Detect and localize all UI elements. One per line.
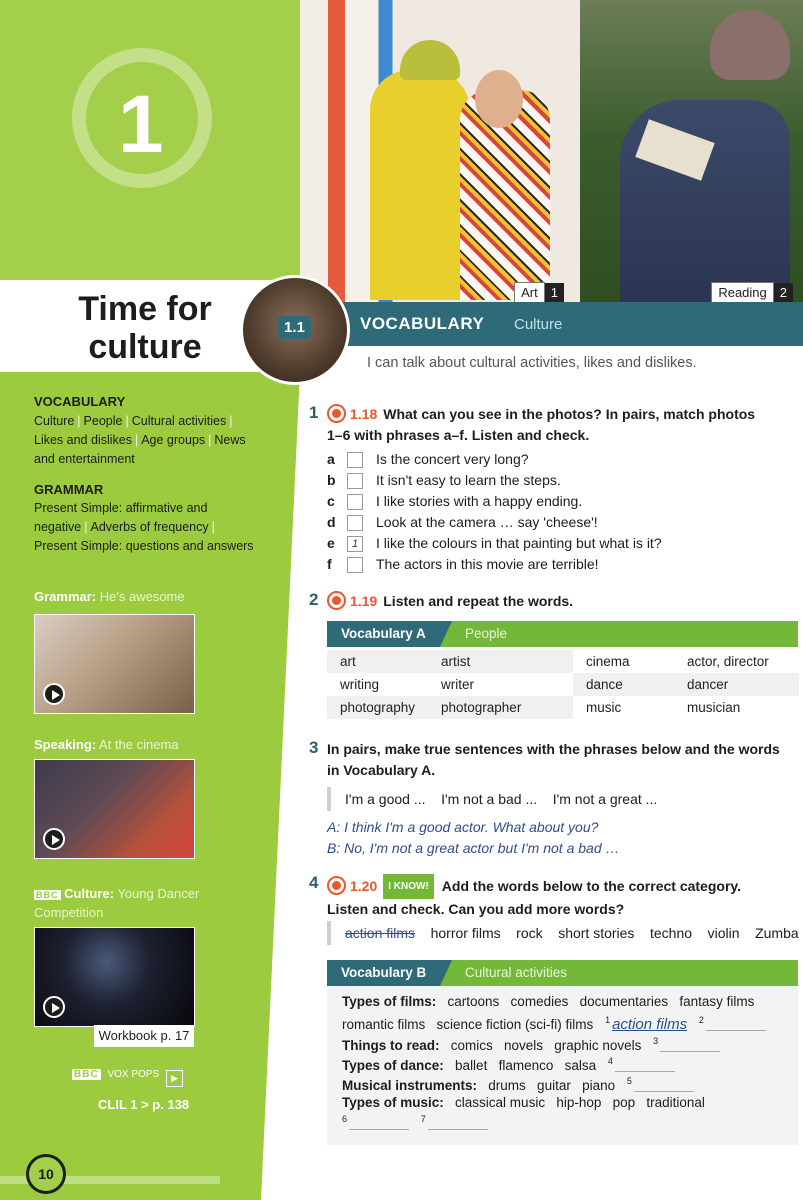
table-cell: dance — [573, 673, 674, 696]
item-letter: b — [327, 472, 336, 488]
vocab-b-row-extra — [342, 1114, 488, 1131]
item-text: The actors in this movie are terrible! — [376, 556, 599, 572]
video-title: Young Dancer Competition — [34, 886, 200, 920]
i-know-badge: I KNOW! — [383, 874, 434, 899]
phrase-bar — [327, 787, 331, 811]
play-icon[interactable] — [43, 683, 65, 705]
table-cell: photography — [327, 696, 428, 719]
table-cell: photographer — [428, 696, 573, 719]
instruction-text: Add the words below to the correct category. — [441, 878, 742, 894]
table-row — [327, 696, 799, 719]
vocab-b-header — [327, 960, 798, 986]
item-text: Is the concert very long? — [376, 451, 529, 467]
video-label-culture — [34, 885, 204, 922]
item-letter: a — [327, 451, 335, 467]
category-label: Types of dance: — [342, 1058, 444, 1073]
answer-box[interactable] — [347, 494, 363, 510]
audio-icon[interactable] — [327, 591, 346, 610]
photo-beanie — [710, 10, 790, 80]
category-items: classical music hip-hop pop traditional — [455, 1095, 705, 1110]
workbook-ref: Workbook p. 17 — [94, 1025, 194, 1047]
gap-line[interactable] — [660, 1039, 720, 1052]
vocab-a-table — [327, 650, 799, 719]
unit-number: 1 — [118, 79, 164, 170]
phrase-list — [345, 791, 657, 807]
vocab-b-row-instruments — [342, 1076, 694, 1093]
word: horror films — [430, 925, 501, 941]
word: short stories — [558, 925, 635, 941]
photo-face — [475, 70, 523, 128]
vocab-b-row-films — [342, 994, 754, 1009]
vocab-b-tab: Vocabulary B — [327, 960, 440, 986]
table-cell: musician — [674, 696, 799, 719]
gap-number: 2 — [698, 1015, 704, 1025]
photo-label-art — [514, 284, 564, 302]
word: rock — [516, 925, 543, 941]
gap-line[interactable] — [706, 1018, 766, 1031]
word: Zumba — [755, 925, 799, 941]
gap-line[interactable] — [428, 1117, 488, 1130]
category-label: Musical instruments: — [342, 1078, 478, 1093]
audio-icon[interactable] — [327, 404, 346, 423]
gap-answer[interactable]: action films — [612, 1016, 688, 1033]
can-do-statement: I can talk about cultural activities, likes and dislikes. — [367, 355, 697, 371]
gap-line[interactable] — [615, 1059, 675, 1072]
table-row — [327, 673, 799, 696]
table-cell: music — [573, 696, 674, 719]
vocab-b-row-read — [342, 1036, 720, 1053]
phrase: I'm a good ... — [345, 791, 426, 807]
play-icon[interactable] — [43, 996, 65, 1018]
photo-label: Reading — [711, 282, 773, 302]
word: techno — [650, 925, 693, 941]
table-cell: art — [327, 650, 428, 673]
photo-hat — [400, 40, 460, 80]
unit-title-line2: culture — [88, 328, 202, 366]
item-letter: f — [327, 556, 332, 572]
item-text: Look at the camera … say 'cheese'! — [376, 514, 598, 530]
lesson-type: VOCABULARY — [360, 314, 485, 333]
grammar-item: Present Simple: affirmative and negative — [34, 501, 208, 534]
photo-label: Art — [514, 282, 545, 302]
gap-line[interactable] — [349, 1117, 409, 1130]
answer-box[interactable] — [347, 557, 363, 573]
video-title: At the cinema — [99, 737, 179, 752]
item-text: I like the colours in that painting but what is it? — [376, 535, 662, 551]
answer-box[interactable] — [347, 452, 363, 468]
gap-number: 5 — [626, 1076, 632, 1086]
category-items: romantic films science fiction (sci-fi) films — [342, 1017, 594, 1032]
word: action films — [345, 925, 416, 941]
answer-box[interactable]: 1 — [347, 536, 363, 552]
table-cell: writing — [327, 673, 428, 696]
vox-pops-label: VOX POPS — [107, 1069, 160, 1080]
video-title: He's awesome — [99, 589, 185, 604]
vocab-heading: VOCABULARY — [34, 394, 126, 409]
grammar-heading: GRAMMAR — [34, 482, 104, 497]
category-label: Types of music: — [342, 1095, 444, 1110]
vocab-list: Culture | People | Cultural activities | Likes and dislikes | Age groups | News and entertainment — [34, 414, 246, 466]
vocab-a-subtitle: People — [465, 626, 508, 641]
category-items: ballet flamenco salsa — [455, 1058, 597, 1073]
item-text: It isn't easy to learn the steps. — [376, 472, 561, 488]
video-type: Speaking: — [34, 737, 97, 752]
page-number: 10 — [26, 1154, 66, 1194]
video-thumbnail-grammar[interactable] — [34, 614, 195, 714]
word-list — [345, 925, 799, 941]
exercise-1-instruction — [327, 404, 787, 446]
vocab-a-header — [327, 621, 798, 647]
exercise-number: 3 — [309, 738, 319, 757]
vox-pops[interactable] — [72, 1069, 183, 1087]
instruction-text: in Vocabulary A. — [327, 762, 436, 778]
category-items: comics novels graphic novels — [450, 1038, 642, 1053]
gap-number: 3 — [653, 1036, 659, 1046]
item-letter: e — [327, 535, 335, 551]
photo-art — [300, 0, 580, 302]
instruction-text: What can you see in the photos? In pairs, match photos — [383, 406, 756, 422]
gap-number: 6 — [342, 1114, 348, 1124]
category-label: Things to read: — [342, 1038, 440, 1053]
photo-label-reading — [711, 284, 793, 302]
word-bar — [327, 921, 331, 945]
lesson-topic: Culture — [514, 316, 563, 333]
unit-title — [40, 290, 250, 366]
video-type: Culture: — [64, 886, 114, 901]
exercise-3-instruction — [327, 739, 797, 781]
dialogue-a: A: I think I'm a good actor. What about you? — [327, 819, 599, 835]
vocab-b-row-films-2 — [342, 1015, 766, 1033]
audio-track: 1.20 — [350, 878, 378, 894]
table-cell: cinema — [573, 650, 674, 673]
photo-number: 1 — [545, 283, 564, 302]
clil-ref[interactable]: CLIL 1 > p. 138 — [98, 1097, 190, 1112]
gap-number: 7 — [420, 1114, 426, 1124]
vocab-b-subtitle: Cultural activities — [465, 965, 568, 980]
vocab-b-row-dance — [342, 1056, 675, 1073]
lesson-number: 1.1 — [278, 316, 311, 339]
item-letter: d — [327, 514, 336, 530]
exercise-number: 1 — [309, 403, 319, 422]
vocab-a-tab: Vocabulary A — [327, 621, 440, 647]
word: violin — [707, 925, 740, 941]
dialogue-b: B: No, I'm not a great actor but I'm not a bad … — [327, 840, 620, 856]
video-label-grammar — [34, 589, 185, 604]
vocab-item: Likes and dislikes — [34, 433, 132, 447]
category-items: cartoons comedies documentaries fantasy films — [447, 994, 755, 1009]
gap-number: 1 — [605, 1015, 611, 1025]
category-label: Types of films: — [342, 994, 437, 1009]
vocab-b-row-music — [342, 1095, 705, 1110]
exercise-number: 4 — [309, 873, 319, 892]
photo-figure-man — [370, 70, 470, 300]
photo-reading — [580, 0, 803, 302]
table-row — [327, 650, 799, 673]
answer-box[interactable] — [347, 515, 363, 531]
vocab-item: People — [83, 414, 123, 428]
video-thumbnail-speaking[interactable] — [34, 759, 195, 859]
photo-number: 2 — [774, 283, 793, 302]
bbc-logo: BBC — [36, 890, 59, 900]
table-cell: writer — [428, 673, 573, 696]
audio-icon[interactable] — [327, 876, 346, 895]
unit-title-line1: Time for — [78, 290, 212, 328]
gap-line[interactable] — [634, 1079, 694, 1092]
grammar-item: Present Simple: questions and answers — [34, 539, 254, 553]
item-text: I like stories with a happy ending. — [376, 493, 583, 509]
table-cell: actor, director — [674, 650, 799, 673]
instruction-text: Listen and check. Can you add more words? — [327, 901, 625, 917]
bbc-logo: BBC — [74, 1069, 99, 1080]
category-items: drums guitar piano — [488, 1078, 616, 1093]
vocab-item: Cultural activities — [131, 414, 227, 428]
table-cell: dancer — [674, 673, 799, 696]
audio-track: 1.19 — [350, 593, 378, 609]
video-thumbnail-culture[interactable] — [34, 927, 195, 1027]
vocab-item: Culture — [34, 414, 75, 428]
exercise-number: 2 — [309, 590, 319, 609]
instruction-text: Listen and repeat the words. — [383, 593, 574, 609]
phrase: I'm not a bad ... — [441, 791, 538, 807]
vocab-item: Age groups — [141, 433, 206, 447]
table-cell: artist — [428, 650, 573, 673]
play-icon[interactable] — [43, 828, 65, 850]
exercise-4-instruction — [327, 874, 797, 920]
grammar-list: Present Simple: affirmative and negative | Adverbs of frequency | Present Simple: questions and answers — [34, 501, 254, 553]
play-icon[interactable]: ▶ — [166, 1070, 183, 1087]
answer-box[interactable] — [347, 473, 363, 489]
video-type: Grammar: — [34, 589, 97, 604]
gap-number: 4 — [607, 1056, 613, 1066]
grammar-item: Adverbs of frequency — [90, 520, 209, 534]
item-letter: c — [327, 493, 335, 509]
instruction-text: In pairs, make true sentences with the phrases below and the words — [327, 741, 780, 757]
video-label-speaking — [34, 737, 179, 752]
phrase: I'm not a great ... — [552, 791, 658, 807]
instruction-text: 1–6 with phrases a–f. Listen and check. — [327, 427, 590, 443]
audio-track: 1.18 — [350, 406, 378, 422]
vocab-item: News and entertainment — [34, 433, 246, 466]
exercise-2-instruction — [327, 591, 573, 612]
